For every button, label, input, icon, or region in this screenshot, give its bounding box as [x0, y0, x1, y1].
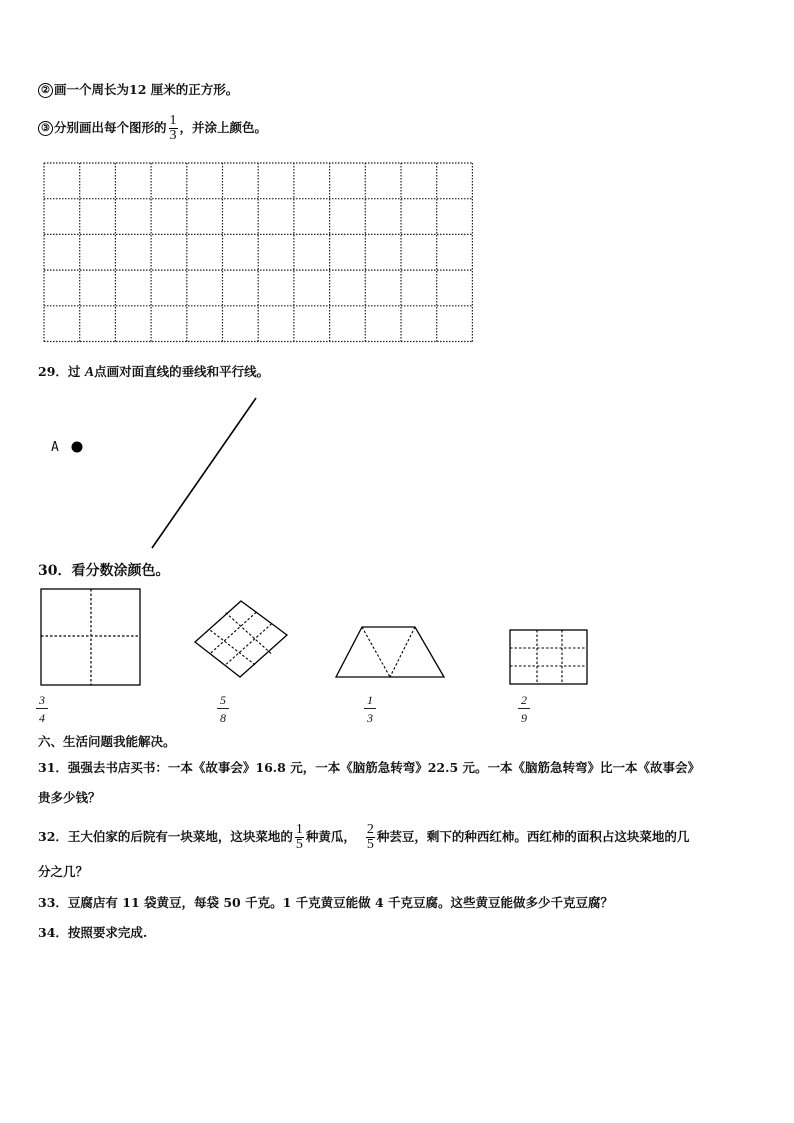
point-a-dot: [72, 442, 83, 453]
question-draw-third-post: ，并涂上颜色。: [179, 120, 268, 135]
fraction-two-ninths: [518, 694, 530, 724]
shape-rectangle-grid: [510, 630, 587, 684]
question-30-title: 30．看分数涂颜色。: [38, 563, 170, 579]
fraction-denominator: 9: [521, 711, 527, 725]
question-32-mid: 种黄瓜，: [305, 829, 356, 844]
fraction-numerator: 2: [518, 694, 530, 709]
section-6-title: 六、生活问题我能解决。: [38, 734, 176, 749]
question-31-line2: 贵多少钱？: [38, 790, 101, 805]
shape-square-quarters: [41, 589, 140, 685]
shape-trapezoid-triangles: [336, 627, 444, 677]
question-29-pre: 29．过: [38, 364, 85, 379]
question-draw-square-text: 画一个周长为12 厘米的正方形。: [54, 82, 239, 97]
fraction-denominator: 3: [169, 128, 177, 143]
question-32-post: 种芸豆，剩下的种西红柿。西红柿的面积占这块菜地的几: [376, 829, 690, 844]
fraction-denominator: 3: [367, 711, 373, 725]
fraction-one-third-q30: [364, 694, 376, 724]
question-32-pre: 32．王大伯家的后院有一块菜地，这块菜地的: [38, 829, 293, 844]
fraction-denominator: 4: [39, 711, 45, 725]
circled-number-3: ③: [38, 121, 53, 136]
question-31-line1: 31．强强去书店买书：一本《故事会》16.8 元，一本《脑筋急转弯》22.5 元。一本《脑筋急转弯》比一本《故事会》: [38, 760, 700, 775]
question-33: 33．豆腐店有 11 袋黄豆，每袋 50 千克。1 千克黄豆能做 4 千克豆腐。这些黄豆能做多少千克豆腐？: [38, 895, 614, 910]
fraction-three-quarters: [36, 694, 48, 724]
fraction-denominator: 8: [220, 711, 226, 725]
fraction-numerator: 5: [217, 694, 229, 709]
question-draw-third-pre: 分别画出每个图形的: [54, 120, 167, 135]
question-29-post: 点画对面直线的垂线和平行线。: [94, 364, 270, 379]
fraction-one-fifth: [295, 823, 304, 852]
dotted-grid: [0, 0, 794, 360]
shape-diamond-grid: [195, 601, 287, 677]
fraction-numerator: 2: [366, 822, 374, 837]
fraction-numerator: 1: [295, 822, 303, 837]
fraction-numerator: 1: [364, 694, 376, 709]
point-a-label: A: [51, 440, 59, 455]
fraction-denominator: 5: [295, 837, 303, 852]
question-29: [38, 364, 269, 381]
fraction-five-eighths: [217, 694, 229, 724]
fraction-two-fifths: [366, 823, 375, 852]
slanted-line: [152, 398, 256, 548]
question-32-line2: 分之几？: [38, 864, 89, 879]
fraction-numerator: 3: [36, 694, 48, 709]
question-34: 34．按照要求完成.: [38, 925, 148, 940]
fraction-denominator: 5: [366, 837, 374, 852]
question-32-line1: [38, 818, 689, 856]
circled-number-2: ②: [38, 83, 53, 98]
fraction-numerator: 1: [169, 113, 177, 128]
point-a-name: A: [84, 365, 95, 380]
